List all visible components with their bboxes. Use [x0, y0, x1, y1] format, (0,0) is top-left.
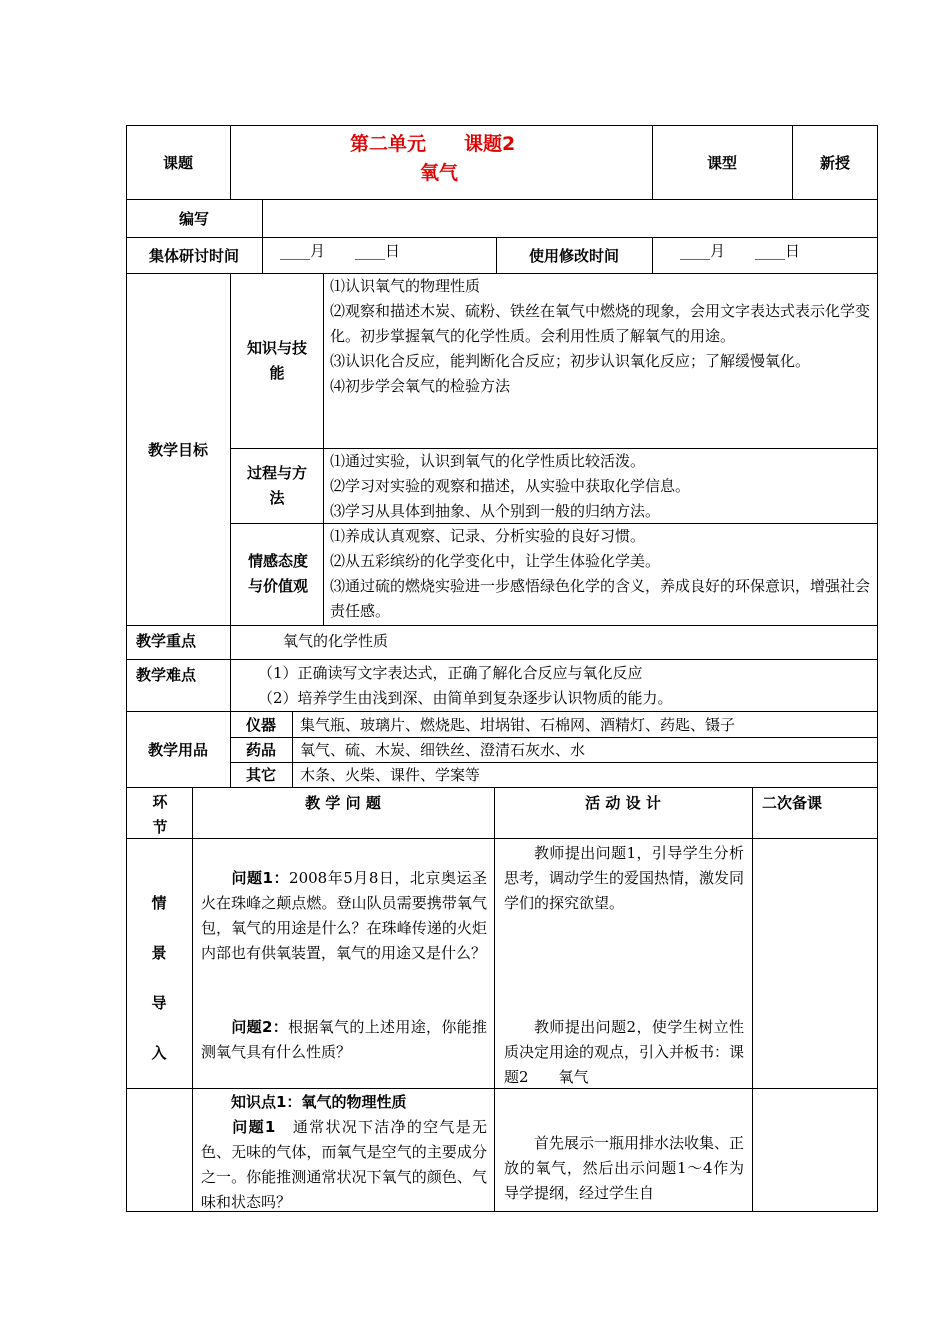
question-1-label: 问题1： — [231, 869, 290, 887]
knowledge-label: 知识与技能 — [247, 338, 308, 382]
question-2-label: 问题2： — [231, 1018, 289, 1036]
reagents-value: 氧气、硫、木炭、细铁丝、澄清石灰水、水 — [300, 741, 586, 759]
objectives-label: 教学目标 — [147, 440, 208, 459]
list-item: ⑵从五彩缤纷的化学变化中，让学生体验化学美。 — [330, 552, 661, 570]
list-item: （1）正确读写文字表达式，正确了解化合反应与氧化反应 — [258, 664, 643, 682]
research-time-value[interactable]: ____月 ____日 — [280, 242, 401, 260]
instruments-label: 仪器 — [245, 715, 276, 734]
list-item: ⑵学习对实验的观察和描述，从实验中获取化学信息。 — [330, 477, 691, 495]
others-label: 其它 — [245, 766, 276, 784]
emotion-items — [330, 524, 870, 624]
type-label: 课型 — [706, 153, 737, 172]
lesson-title-line1: 第二单元 课题2 — [350, 133, 516, 155]
kp-question-text: 通常状况下洁净的空气是无色、无味的气体，而氧气是空气的主要成分之一。你能推测通常状况下氧气的颜色、气味和状态吗？ — [201, 1118, 487, 1211]
list-item: ⑶学习从具体到抽象、从个别到一般的归纳方法。 — [330, 502, 661, 520]
revise-time-value[interactable]: ____月 ____日 — [680, 242, 801, 260]
emotion-label: 情感态度与价值观 — [247, 552, 308, 595]
author-label: 编写 — [178, 209, 209, 228]
research-time-label: 集体研讨时间 — [148, 246, 239, 265]
lesson-title-line2: 氧气 — [420, 162, 459, 184]
knowledge-point-1 — [201, 1090, 487, 1215]
knowledge-items — [330, 274, 870, 399]
col-stage-header: 环节 — [152, 793, 168, 836]
difficulty-label: 教学难点 — [136, 666, 197, 684]
list-item: （2）培养学生由浅到深、由简单到复杂逐步认识物质的能力。 — [258, 689, 673, 707]
list-item: ⑶通过硫的燃烧实验进一步感悟绿色化学的含义，养成良好的环保意识，增强社会责任感。 — [330, 577, 871, 620]
topic-label: 课题 — [162, 153, 193, 172]
list-item: ⑴养成认真观察、记录、分析实验的良好习惯。 — [330, 527, 646, 545]
knowledge-point-heading: 知识点1：氧气的物理性质 — [231, 1093, 407, 1111]
kp-question-label: 问题1 — [231, 1118, 276, 1136]
others-value: 木条、火柴、课件、学案等 — [300, 766, 481, 784]
type-value: 新授 — [819, 153, 850, 172]
list-item: ⑵观察和描述木炭、硫粉、铁丝在氧气中燃烧的现象，会用文字表达式表示化学变化。初步掌握氧气的化学性质。会利用性质了解氧气的用途。 — [330, 302, 871, 345]
col-activity-header: 活 动 设 计 — [585, 794, 661, 812]
difficulty-items — [258, 661, 868, 711]
materials-label: 教学用品 — [147, 740, 208, 759]
lesson-title — [230, 125, 652, 199]
process-items — [330, 449, 870, 524]
col-backup-header: 二次备课 — [762, 794, 823, 812]
revise-time-label: 使用修改时间 — [528, 246, 619, 265]
list-item: ⑴认识氧气的物理性质 — [330, 277, 481, 295]
question-2-text: 根据氧气的上述用途，你能推测氧气具有什么性质？ — [201, 1018, 487, 1061]
activity-1: 教师提出问题1，引导学生分析思考，调动学生的爱国热情，激发同学们的探究欲望。 — [504, 844, 745, 912]
key-point-label: 教学重点 — [136, 632, 197, 650]
process-label: 过程与方法 — [247, 463, 308, 507]
question-1-text: 2008年5月8日，北京奥运圣火在珠峰之颠点燃。登山队员需要携带氧气包，氧气的用途是什么？在珠峰传递的火炬内部也有供氧装置，氧气的用途又是什么？ — [201, 869, 487, 962]
instruments-value: 集气瓶、玻璃片、燃烧匙、坩埚钳、石棉网、酒精灯、药匙、镊子 — [300, 716, 736, 734]
activity-2: 教师提出问题2，使学生树立性质决定用途的观点，引入并板书：课题2 氧气 — [504, 1018, 745, 1086]
list-item: ⑴通过实验，认识到氧气的化学性质比较活泼。 — [330, 452, 646, 470]
key-point-value: 氧气的化学性质 — [283, 632, 389, 650]
question-2 — [201, 1015, 487, 1065]
col-question-header: 教 学 问 题 — [305, 794, 381, 812]
list-item: ⑶认识化合反应，能判断化合反应；初步认识氧化反应；了解缓慢氧化。 — [330, 352, 811, 370]
author-value[interactable] — [262, 199, 878, 237]
reagents-label: 药品 — [245, 741, 276, 759]
list-item: ⑷初步学会氧气的检验方法 — [330, 377, 511, 395]
stage-intro-label: 情景导入 — [151, 894, 167, 1062]
question-1 — [201, 866, 487, 966]
activity-3: 首先展示一瓶用排水法收集、正放的氧气，然后出示问题1～4作为导学提纲，经过学生自 — [504, 1134, 744, 1202]
